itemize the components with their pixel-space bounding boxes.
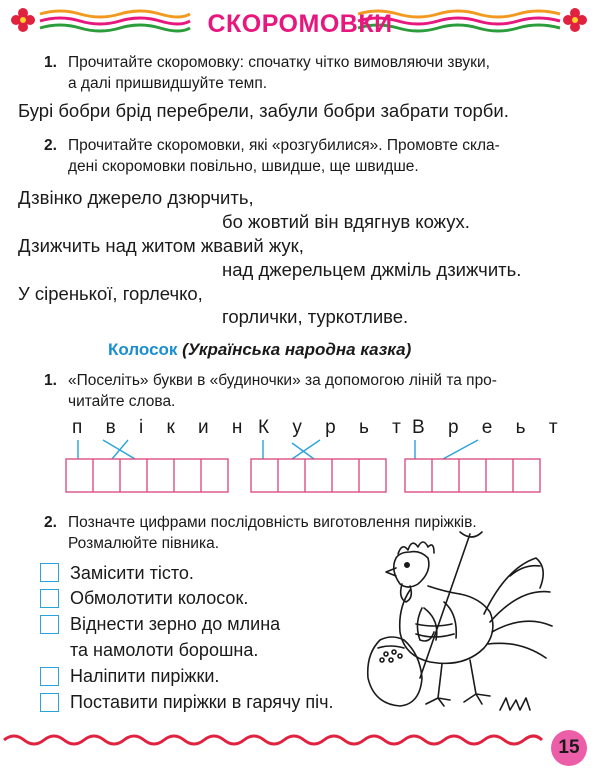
word-3-houses[interactable] [405,459,540,492]
twister-line-4: над джерельцем джміль дзижчить. [222,259,522,280]
word-2-letters: К у р ь т [258,417,410,438]
section-heading [108,340,411,360]
exercise-1-number: 1. [44,54,57,71]
step-4-checkbox[interactable] [40,667,59,686]
exercise-2-line-1: Прочитайте скоромовки, які «розгубилися». Промовте скла- [68,137,500,154]
task-2-line-2: Розмалюйте півника. [68,535,220,552]
exercise-2-number: 2. [44,137,57,154]
section-title: Колосок [108,340,178,359]
word-1-letters: п в і к и н [72,417,252,438]
step-2-checkbox[interactable] [40,589,59,608]
task-1-line-1: «Поселіть» букви в «будиночки» за допомогою ліній та про- [68,372,497,389]
word-3-letters: В р е ь т [412,417,567,438]
exercise-1 [44,52,564,94]
exercise-1-line-2: а далі пришвидшуйте темп. [68,75,268,92]
exercise-2-line-2: дені скоромовки повільно, швидше, ще швидше. [68,158,419,175]
twister-line-3: Дзижчить над житом жвавий жук, [18,235,304,256]
step-3-label: Віднести зерно до млина [70,614,281,634]
task-2-line-1: Позначте цифрами послідовність виготовлення пиріжків. [68,514,477,531]
exercise-1-line-1: Прочитайте скоромовку: спочатку чітко вимовляючи звуки, [68,54,490,71]
task-1-number: 1. [44,372,57,389]
step-2-label: Обмолотити колосок. [70,588,249,608]
step-5-checkbox[interactable] [40,693,59,712]
step-1-label: Замісити тісто. [70,563,194,583]
twister-line-2: бо жовтий він вдягнув кожух. [222,211,470,232]
page-title: СКОРОМОВКИ [207,10,393,38]
twister-line-5: У сіренької, горлечко, [18,283,203,304]
task-1 [44,370,564,412]
letter-houses [0,435,600,497]
section-subtitle: (Українська народна казка) [182,340,412,359]
task-2-number: 2. [44,514,57,531]
page-number: 15 [551,730,587,766]
twister-line-1: Дзвінко джерело дзюрчить, [18,187,254,208]
step-3-checkbox[interactable] [40,615,59,634]
connector-lines [78,440,478,459]
step-1-checkbox[interactable] [40,563,59,582]
step-3-label-continued: та намолоти борошна. [70,640,259,660]
step-4-label: Наліпити пиріжки. [70,666,220,686]
word-1-houses[interactable] [66,459,228,492]
exercise-2 [44,135,564,177]
word-2-houses[interactable] [251,459,386,492]
task-1-line-2: читайте слова. [68,393,176,410]
twister-line-6: горлички, туркотливе. [222,306,409,327]
tongue-twister: Бурі бобри брід перебрели, забули бобри забрати торби. [18,100,509,121]
step-5-label: Поставити пиріжки в гарячу піч. [70,692,334,712]
bottom-wave-decoration [0,728,545,750]
rooster-coloring-illustration[interactable] [360,528,555,720]
